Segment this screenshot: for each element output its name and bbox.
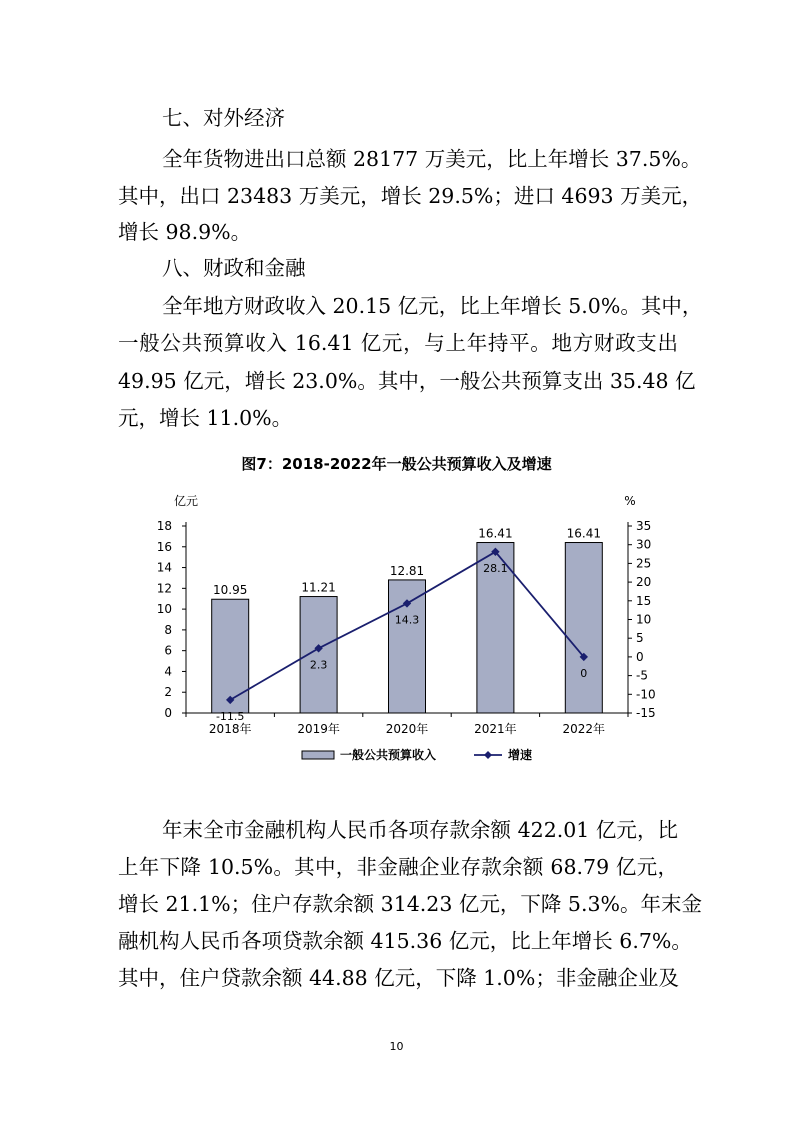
section-finance-line-3: 增长 21.1%；住户存款余额 314.23 亿元，下降 5.3%。年末金 [118,892,702,916]
section8-heading: 八、财政和金融 [162,256,306,280]
section8-line-2: 一般公共预算收入 16.41 亿元，与上年持平。地方财政支出 [118,331,678,355]
y-right-tick-label: 10 [636,612,652,627]
y-right-tick-label: -10 [636,687,656,702]
y-right-tick-label: 5 [636,631,644,646]
legend-line-marker [484,751,492,759]
x-tick-label: 2020年 [385,722,429,736]
section-finance-line-2: 上年下降 10.5%。其中，非金融企业存款余额 68.79 亿元， [118,855,678,879]
growth-value-label: 28.1 [483,561,508,575]
growth-value-label: -11.5 [215,709,245,723]
section7-line-1: 全年货物进出口总额 28177 万美元，比上年增长 37.5%。 [162,147,702,171]
y-right-tick-label: 0 [636,649,644,664]
section-finance-line-5: 其中，住户贷款余额 44.88 亿元，下降 1.0%；非金融企业及 [118,966,679,990]
bar [565,543,602,713]
legend-line-label: 增速 [508,748,533,762]
bar-value-label: 11.21 [301,580,336,595]
section8-line-4: 元，增长 11.0%。 [118,406,293,430]
bar [300,597,337,713]
legend-bar-swatch [302,751,334,759]
bar-value-label: 16.41 [566,526,601,541]
section7-line-2: 其中，出口 23483 万美元，增长 29.5%；进口 4693 万美元， [118,184,703,208]
y-left-tick-label: 8 [164,622,172,637]
x-tick-label: 2022年 [562,722,606,736]
y-right-tick-label: 25 [636,556,652,571]
section-finance-line-4: 融机构人民币各项贷款余额 415.36 亿元，比上年增长 6.7%。 [118,929,692,953]
bar-value-label: 16.41 [478,526,513,541]
bar-value-label: 12.81 [389,563,425,578]
y-right-tick-label: 15 [636,593,652,608]
y-left-tick-label: 16 [156,539,172,554]
y-left-tick-label: 2 [164,685,172,700]
section8-line-1: 全年地方财政收入 20.15 亿元，比上年增长 5.0%。其中， [162,294,703,318]
x-tick-label: 2019年 [297,722,340,736]
y-left-tick-label: 18 [156,519,172,533]
growth-value-label: 14.3 [394,613,420,627]
y-left-tick-label: 12 [156,581,172,596]
y-left-tick-label: 6 [164,643,172,658]
y-axis-left-unit: 亿元 [173,494,199,508]
y-left-tick-label: 14 [156,560,172,575]
section8-line-3: 49.95 亿元，增长 23.0%。其中，一般公共预算支出 35.48 亿 [118,369,696,393]
section-finance-line-1: 年末全市金融机构人民币各项存款余额 422.01 亿元，比 [162,818,678,842]
y-right-tick-label: 30 [636,537,652,552]
y-axis-right-unit: % [624,494,636,508]
page-number: 10 [389,1040,404,1053]
y-right-tick-label: 20 [636,575,652,590]
y-left-tick-label: 4 [164,664,172,679]
y-left-tick-label: 0 [164,706,172,720]
x-tick-label: 2021年 [474,722,517,736]
y-right-tick-label: -15 [636,706,656,720]
growth-value-label: 2.3 [309,658,328,672]
bar-value-label: 10.95 [213,583,248,598]
y-right-tick-label: 35 [636,519,652,533]
y-right-tick-label: -5 [636,668,648,683]
legend-bar-label: 一般公共预算收入 [340,748,437,762]
growth-value-label: 0 [580,666,588,680]
chart-title: 图7：2018-2022年一般公共预算收入及增速 [241,455,552,473]
budget-revenue-chart [120,482,660,772]
x-tick-label: 2018年 [208,722,252,736]
section7-heading: 七、对外经济 [162,106,285,130]
y-left-tick-label: 10 [156,602,172,617]
section7-line-3: 增长 98.9%。 [118,220,252,244]
